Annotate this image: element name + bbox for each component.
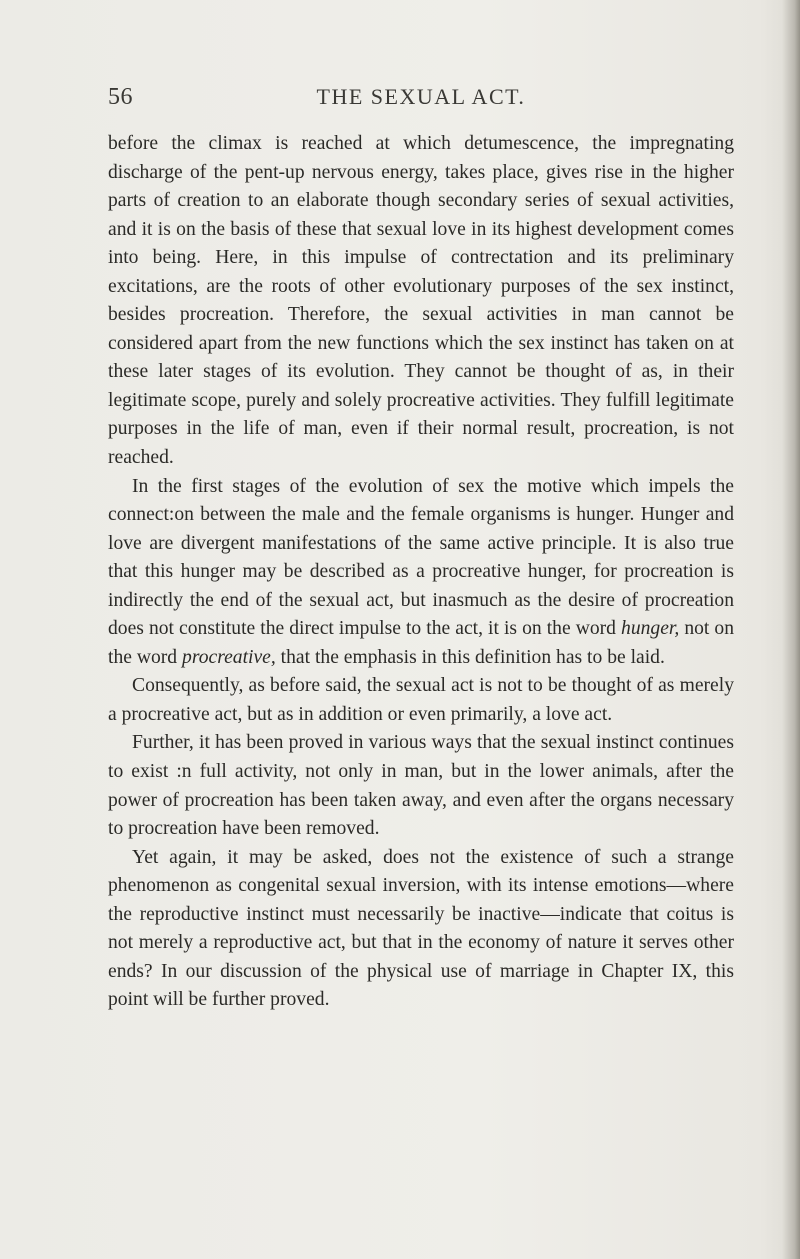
page-number: 56 (108, 84, 133, 110)
paragraph-1: before the climax is reached at which detumescence, the impregnating discharge of the pent-up nervous energy, takes place, gives rise in the higher parts of creation to an elaborate though secondary series of sexual activities, and it is on the basis of these that sexual love in its highest development comes into being. Here, in this impulse of contrectation and its preliminary excitations, are the roots of other evolutionary purposes of the sex instinct, besides procreation. Therefore, the sexual activities in man cannot be considered apart from the new functions which the sex instinct has taken on at these later stages of its evolution. They cannot be thought of as, in their legitimate scope, purely and solely procreative activities. They fulfill legitimate purposes in the life of man, even if their normal result, procreation, is not reached. (108, 133, 734, 469)
emphasis-hunger: hunger, (621, 618, 680, 640)
running-head: THE SEXUAL ACT. (316, 84, 526, 109)
paragraph-5: Yet again, it may be asked, does not the existence of such a strange phenomenon as congenital sexual inversion, with its intense emotions—where the reproductive instinct must necessarily be inactive—indicate that coitus is not merely a reproductive act, but that in the economy of nature it serves other ends? In our discussion of the physical use of marriage in Chapter IX, this point will be further proved. (108, 846, 734, 1011)
page-edge-shadow (782, 0, 800, 1259)
paragraph-2-part-a: In the first stages of the evolution of sex the motive which impels the connect:on between the male and the female organisms is hunger. Hunger and love are divergent manifestations of the same active principle. It is also true that this hunger may be described as a procreative hunger, for procreation is indirectly the end of the sexual act, but inasmuch as the desire of procreation does not constitute the direct impulse to the act, it is on the word (108, 475, 734, 640)
paragraph-2 (108, 473, 734, 673)
page-header (108, 84, 734, 118)
emphasis-procreative: procreative, (182, 646, 276, 668)
body-text (108, 130, 734, 1015)
paragraph-3: Consequently, as before said, the sexual act is not to be thought of as merely a procreative act, but as in addition or even primarily, a love act. (108, 675, 734, 725)
paragraph-4: Further, it has been proved in various ways that the sexual instinct continues to exist :n full activity, not only in man, but in the lower animals, after the power of procreation has been taken away, and even after the organs necessary to procreation have been removed. (108, 732, 734, 840)
paragraph-2-part-b: not on the word (108, 618, 735, 668)
paragraph-2-part-c: that the emphasis in this definition has to be laid. (275, 646, 665, 668)
